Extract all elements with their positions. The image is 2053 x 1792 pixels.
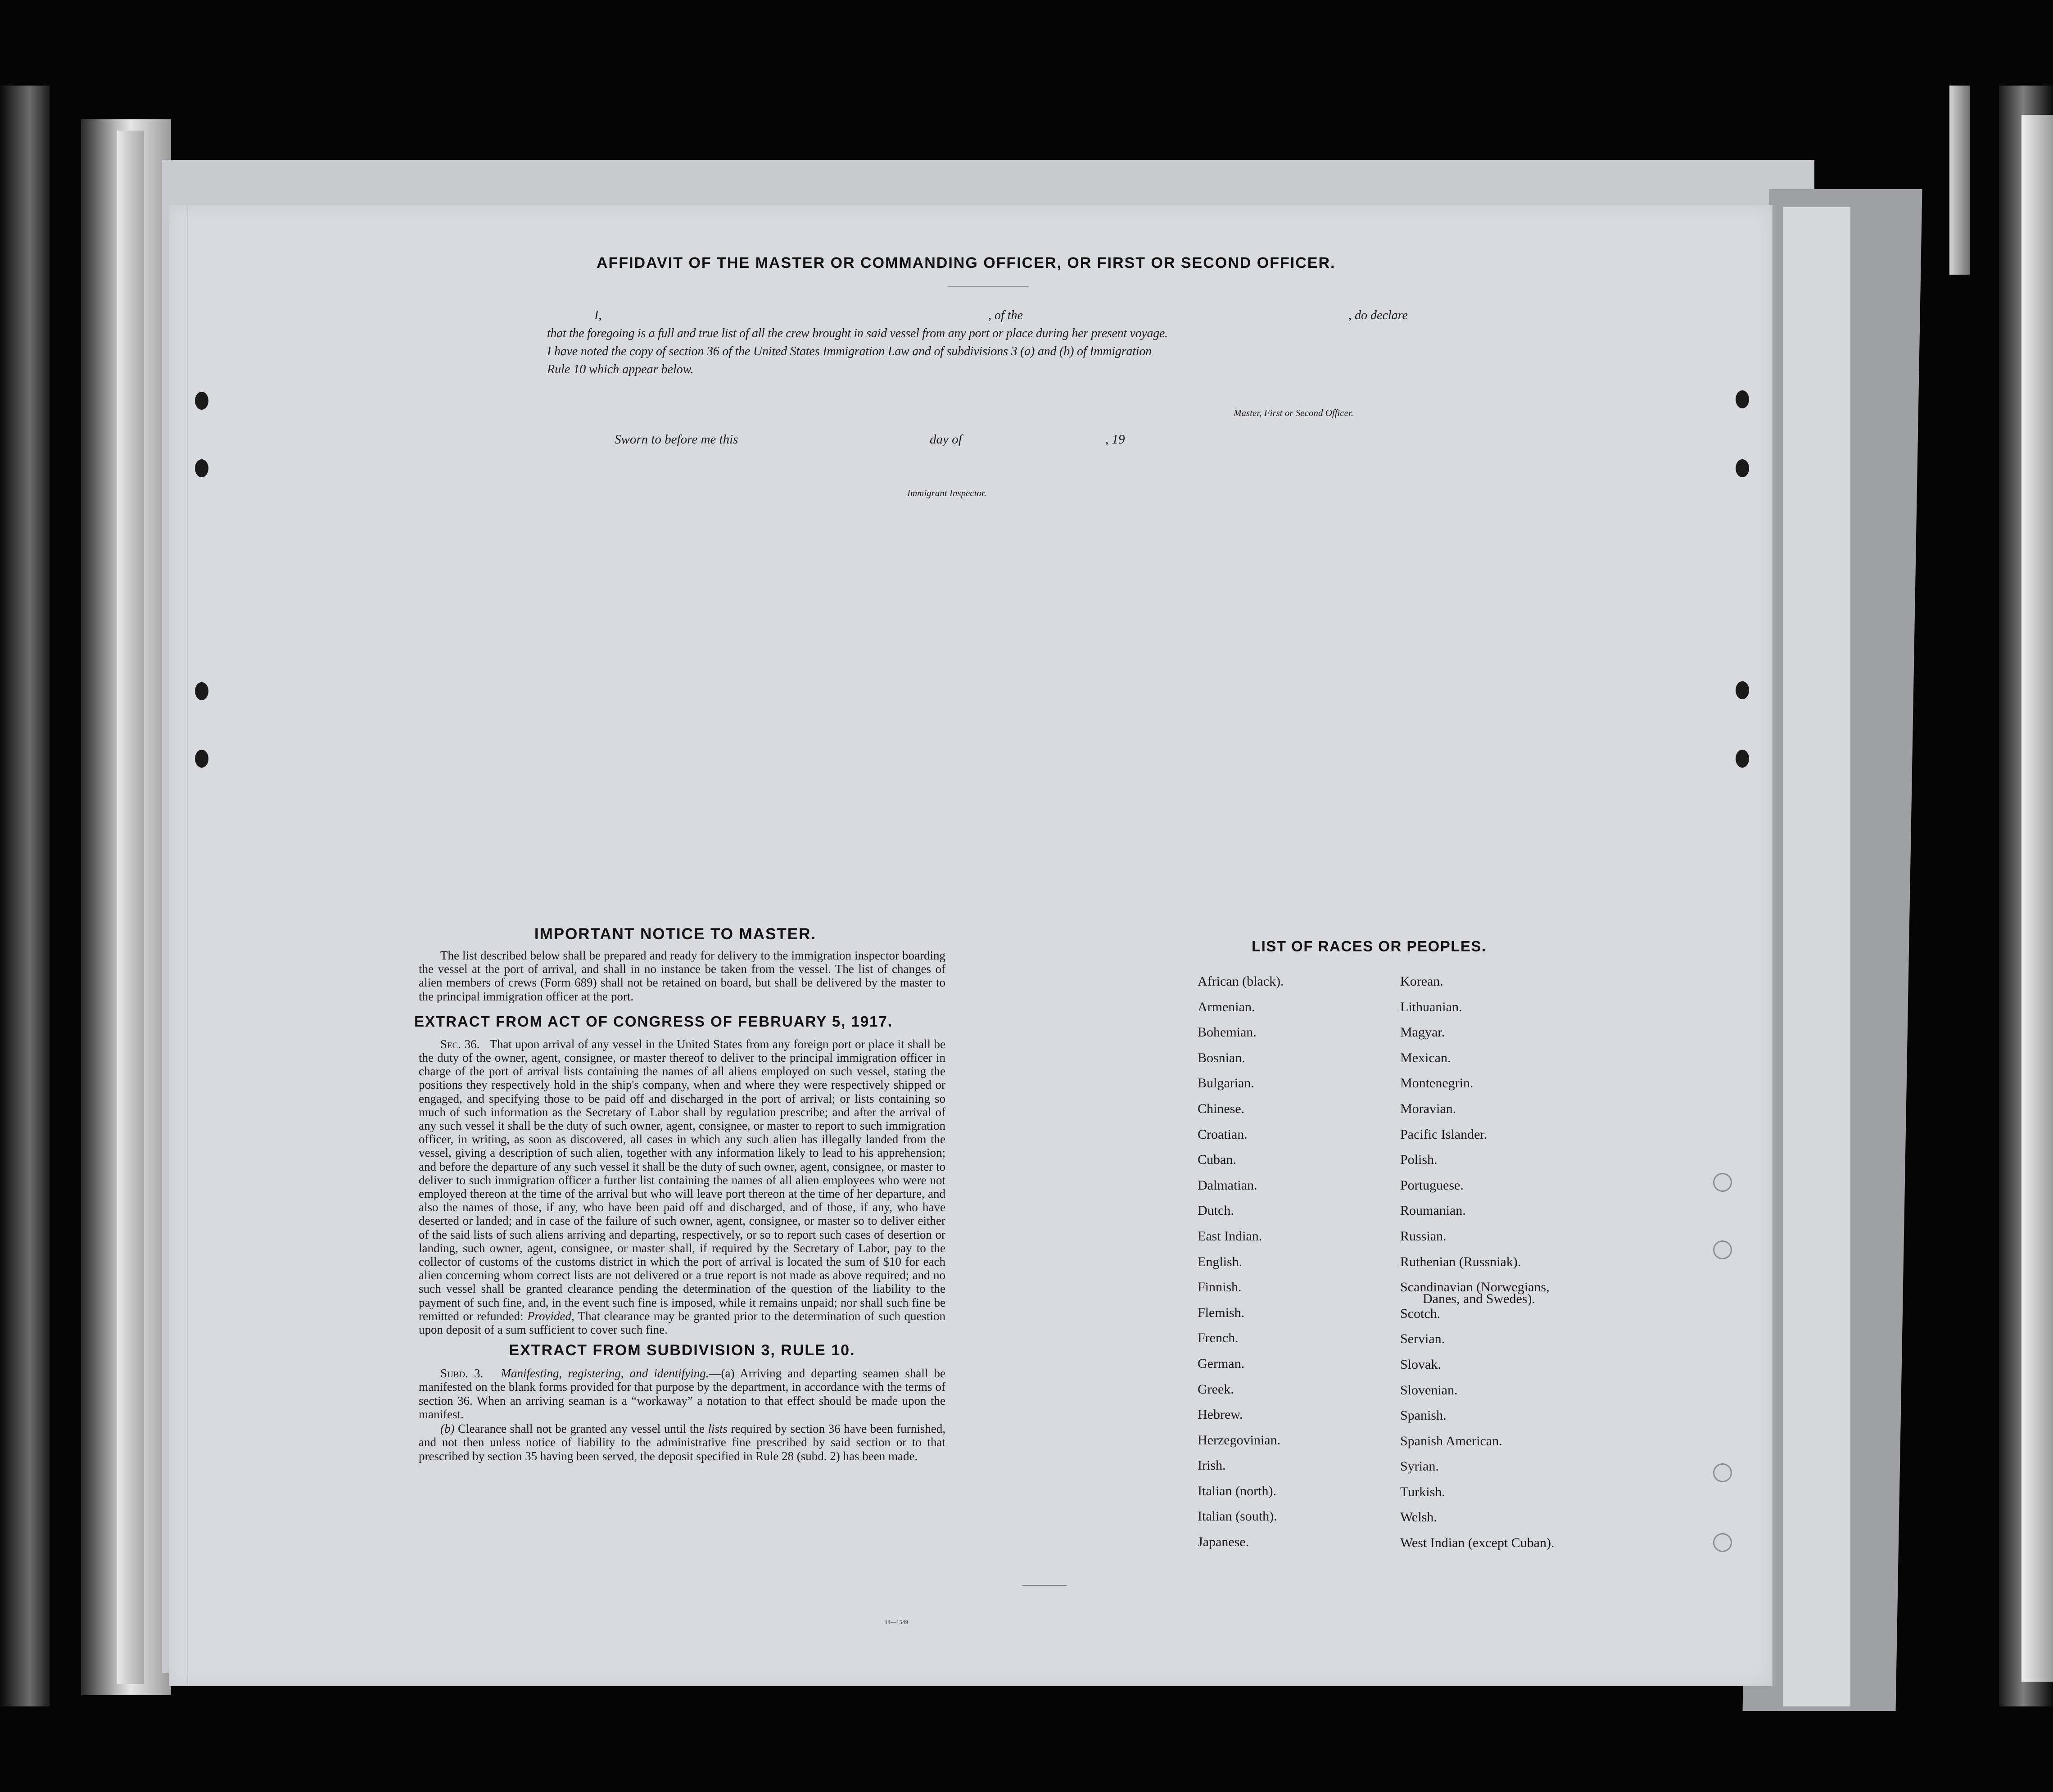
important-notice-text: The list described below shall be prepared and ready for delivery to the immigration inspector boarding the vessel at the port of arrival, and shall in no instance be taken from the vessel. The list of changes of alien members of crews (Form 689) shall not be retained on board, but shall be delivered by the master to the principal immigration officer at the port. xyxy=(419,949,945,1003)
affidavit-title: AFFIDAVIT OF THE MASTER OR COMMANDING OFFICER, OR FIRST OR SECOND OFFICER. xyxy=(597,254,1336,272)
race-item: Armenian. xyxy=(1198,999,1255,1014)
race-item: Russian. xyxy=(1400,1228,1447,1244)
book-edge-left-pages xyxy=(117,131,144,1684)
race-item: Spanish American. xyxy=(1400,1433,1502,1448)
para-b-lists: lists xyxy=(708,1422,728,1436)
race-item: Spanish. xyxy=(1400,1408,1447,1423)
race-item: Slovenian. xyxy=(1400,1382,1458,1398)
race-item: English. xyxy=(1198,1254,1243,1269)
race-item: West Indian (except Cuban). xyxy=(1400,1535,1555,1551)
races-title: LIST OF RACES OR PEOPLES. xyxy=(1252,938,1487,955)
affidavit-line4: Rule 10 which appear below. xyxy=(547,362,694,376)
race-item: Dutch. xyxy=(1198,1203,1234,1218)
affidavit-line1-declare: , do declare xyxy=(1348,308,1408,322)
sworn-year: , 19 xyxy=(1105,432,1125,447)
punch-hole xyxy=(195,682,208,700)
book-edge-left-dark xyxy=(0,86,50,1706)
para-b-text-1: Clearance shall not be granted any vessel until the xyxy=(458,1422,705,1436)
race-item: African (black). xyxy=(1198,974,1284,989)
para-b-text-2: required by section 36 have been furnished, and not then unless notice of liability to the administrative fine prescribed by said section or to that prescribed by section 35 having been served, the deposit specified in Rule 28 (subd. 2) has been made. xyxy=(419,1422,945,1463)
race-item: Scandinavian (Norwegians, Danes, and Swedes). xyxy=(1400,1280,1550,1307)
race-item: Bulgarian. xyxy=(1198,1076,1254,1091)
race-item: Japanese. xyxy=(1198,1534,1249,1550)
race-item: Flemish. xyxy=(1198,1305,1245,1320)
margin-rule xyxy=(187,205,188,1686)
race-item: Mexican. xyxy=(1400,1050,1451,1065)
race-item: Portuguese. xyxy=(1400,1177,1464,1193)
book-edge-right-top xyxy=(1949,86,1970,275)
affidavit-line1-i: I, xyxy=(594,308,602,322)
affidavit-line2: that the foregoing is a full and true list of all the crew brought in said vessel from any port or place during her present voyage. xyxy=(547,326,1168,340)
form-number: 14—1549 xyxy=(885,1619,908,1625)
proviso-word: Provided, xyxy=(527,1309,574,1323)
extract-act-text xyxy=(419,1037,945,1336)
race-item: Italian (north). xyxy=(1198,1483,1276,1498)
race-item: Cuban. xyxy=(1198,1152,1236,1168)
book-edge-right-pages xyxy=(2021,115,2053,1682)
small-rule xyxy=(1022,1585,1067,1586)
race-item: Croatian. xyxy=(1198,1127,1248,1142)
affidavit-line1-of-the: , of the xyxy=(988,308,1023,322)
inspector-caption: Immigrant Inspector. xyxy=(907,488,987,498)
race-item: Lithuanian. xyxy=(1400,999,1462,1014)
title-rule xyxy=(948,286,1029,287)
extract-rule-para-b xyxy=(419,1422,945,1463)
race-item: German. xyxy=(1198,1356,1245,1371)
race-item: Italian (south). xyxy=(1198,1509,1277,1524)
race-item: Korean. xyxy=(1400,974,1443,989)
extract-act-body: That upon arrival of any vessel in the United States from any foreign port or place it shall be the duty of the owner, agent, consignee, or master thereof to deliver to the principal immigration officer in charge of the port of arrival lists containing the names of all aliens employed on such vessel, stating the positions they respectively hold in the ship's company, when and where they were respectively shipped or engaged, and specifying those to be paid off and discharged in the port of arrival; or lists containing so much of such information as the Secretary of Labor shall by regulation prescribe; and after the arrival of any such vessel it shall be the duty of such owner, agent, consignee, or master to report to such immigration officer, in writing, as soon as discovered, all cases in which any such alien has illegally landed from the vessel, giving a description of such alien, together with any information likely to lead to his apprehension; and before the departure of any such vessel it shall be the duty of such owner, agent, consignee, or master to deliver to such immigration officer a further list containing the names of all alien employees who were not employed thereon at the time of the arrival but who will leave port thereon at the time of her departure, and also the names of those, if any, who have been paid off and discharged, and of those, if any, who have deserted or landed; and in case of the failure of such owner, agent, consignee, or master so to deliver either of the said lists of such aliens arriving and departing, respectively, or so to report such cases of desertion or landing, such owner, agent, consignee, or master shall, if required by the Secretary of Labor, pay to the collector of customs of the customs district in which the port of arrival is located the sum of $10 for each alien concerning whom correct lists are not delivered or a true report is not made as above required; and no such vessel shall be granted clearance pending the determination of the question of the liability to the payment of such fine, and, in the event such fine is imposed, while it remains unpaid; nor shall such fine be remitted or refunded: xyxy=(419,1037,945,1323)
punch-hole xyxy=(195,459,208,477)
race-item: Bosnian. xyxy=(1198,1050,1245,1065)
para-b-label: (b) xyxy=(440,1422,455,1436)
races-column-2 xyxy=(1400,975,1589,1562)
race-item: Hebrew. xyxy=(1198,1407,1243,1422)
race-item: Irish. xyxy=(1198,1458,1226,1473)
affidavit-line3: I have noted the copy of section 36 of the United States Immigration Law and of subdivisions 3 (a) and (b) of Immigration xyxy=(547,344,1152,358)
race-item: Greek. xyxy=(1198,1381,1234,1397)
punch-hole xyxy=(1736,681,1749,699)
punch-hole xyxy=(195,750,208,768)
para-a-text: Arriving and departing seamen shall be manifested on the blank forms provided for that purpose by the department, in accordance with the terms of section 36. When an arriving seaman is a “workaway” a notation to that effect should be made upon the manifest. xyxy=(419,1367,945,1421)
backing-sheet-right-light xyxy=(1783,207,1850,1706)
para-a-label: —(a) xyxy=(709,1367,735,1380)
race-item: Pacific Islander. xyxy=(1400,1127,1488,1142)
punch-hole xyxy=(1736,390,1749,408)
race-item: Slovak. xyxy=(1400,1357,1441,1372)
races-column-1 xyxy=(1198,975,1284,1561)
race-item: Roumanian. xyxy=(1400,1203,1466,1218)
race-item: Servian. xyxy=(1400,1331,1445,1347)
race-item: East Indian. xyxy=(1198,1228,1262,1244)
races-list xyxy=(1198,975,1783,1578)
punch-hole xyxy=(195,392,208,410)
important-notice-title: IMPORTANT NOTICE TO MASTER. xyxy=(534,925,817,943)
left-column xyxy=(414,925,946,1463)
race-item: Ruthenian (Russniak). xyxy=(1400,1254,1521,1269)
sec-label: Sec. 36. xyxy=(440,1037,480,1051)
extract-rule-para-a xyxy=(419,1367,945,1421)
race-item: Scotch. xyxy=(1400,1306,1441,1321)
race-item: Magyar. xyxy=(1400,1025,1445,1040)
race-item: French. xyxy=(1198,1330,1239,1346)
extract-act-title: EXTRACT FROM ACT OF CONGRESS OF FEBRUARY 5, 1917. xyxy=(414,1013,893,1030)
race-item: Finnish. xyxy=(1198,1280,1242,1295)
race-item: Bohemian. xyxy=(1198,1025,1257,1040)
document-page xyxy=(169,205,1772,1686)
proviso-text: That clearance may be granted prior to the determination of such question upon deposit of a sum sufficient to cover such fine. xyxy=(419,1309,946,1337)
race-item: Turkish. xyxy=(1400,1484,1445,1499)
race-item: Montenegrin. xyxy=(1400,1076,1474,1091)
subd-heading: Manifesting, registering, and identifying. xyxy=(501,1367,709,1380)
race-item: Chinese. xyxy=(1198,1101,1245,1116)
race-item: Syrian. xyxy=(1400,1459,1439,1474)
race-item: Herzegovinian. xyxy=(1198,1432,1281,1448)
punch-hole xyxy=(1736,750,1749,768)
sworn-day-of: day of xyxy=(930,432,962,447)
race-item: Welsh. xyxy=(1400,1510,1437,1525)
signature-caption-master: Master, First or Second Officer. xyxy=(1234,407,1353,418)
race-item: Moravian. xyxy=(1400,1101,1456,1116)
punch-hole xyxy=(1736,459,1749,477)
sworn-statement: Sworn to before me this xyxy=(615,432,738,447)
race-item: Polish. xyxy=(1400,1152,1438,1168)
extract-rule-title: EXTRACT FROM SUBDIVISION 3, RULE 10. xyxy=(509,1342,855,1359)
race-item: Dalmatian. xyxy=(1198,1177,1257,1193)
subd-label: Subd. 3. xyxy=(440,1367,484,1380)
